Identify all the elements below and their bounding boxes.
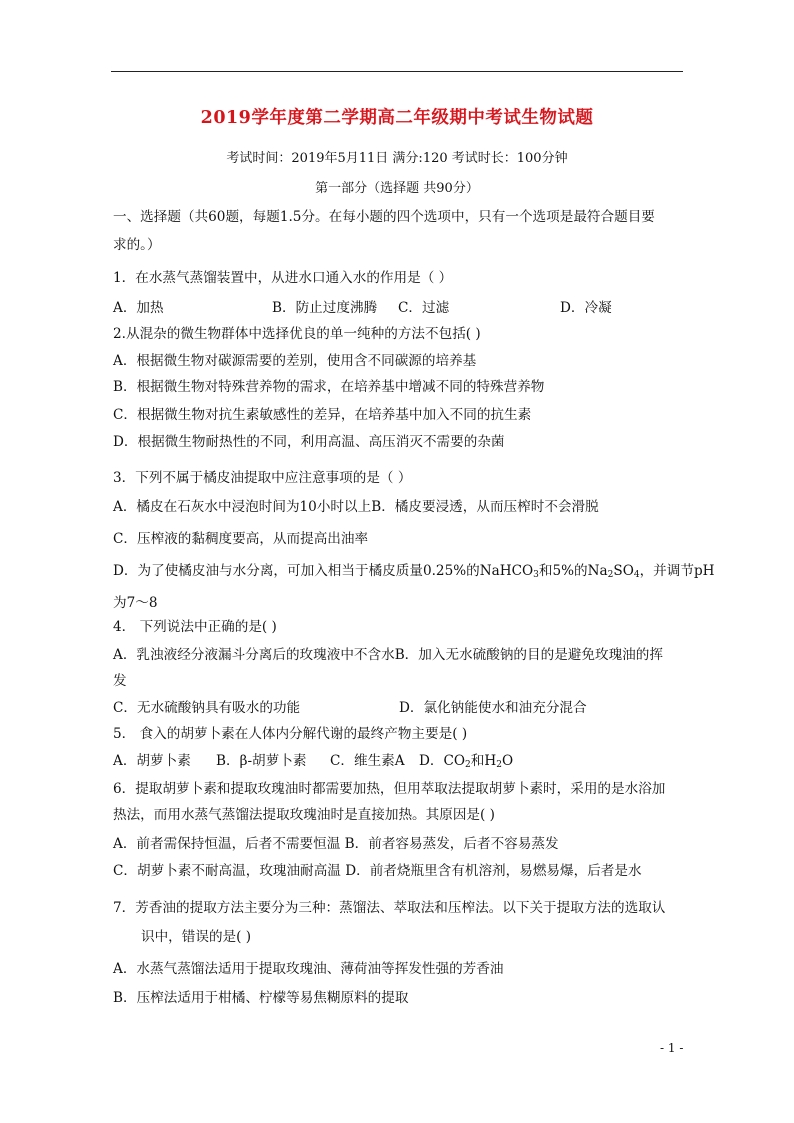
question-3-option-d-text: D．为了使橘皮油与水分离，可加入相当于橘皮质量0.25%的NaHCO — [113, 563, 534, 579]
question-4-option-c: C．无水硫酸钠具有吸水的功能 — [113, 700, 301, 716]
question-5-option-d-text: 和H — [470, 753, 497, 769]
question-5-option-c: C．维生素A — [330, 753, 405, 769]
question-4-option-d: D．氯化钠能使水和油充分混合 — [399, 700, 587, 716]
instructions-line-1: 一、选择题（共60题，每题1.5分。在每小题的四个选项中，只有一个选项是最符合题目要 — [113, 209, 655, 225]
question-1-option-d: D．冷凝 — [560, 300, 612, 316]
question-5-option-d-text: O — [501, 753, 514, 769]
question-7-option-a: A．水蒸气蒸馏法适用于提取玫瑰油、薄荷油等挥发性强的芳香油 — [113, 961, 504, 977]
subscript: 2 — [496, 760, 502, 770]
header-rule — [111, 71, 683, 72]
question-6-options-cd: C．胡萝卜素不耐高温，玫瑰油耐高温 D．前者烧瓶里含有机溶剂，易燃易爆，后者是水 — [113, 863, 642, 879]
exam-info: 考试时间：2019年5月11日 满分:120 考试时长：100分钟 — [226, 151, 568, 166]
question-3-option-c: C．压榨液的黏稠度要高，从而提高出油率 — [113, 531, 369, 547]
question-7-stem-line-1: 7．芳香油的提取方法主要分为三种：蒸馏法、萃取法和压榨法。以下关于提取方法的选取认 — [113, 900, 666, 916]
question-6-stem-line-1: 6．提取胡萝卜素和提取玫瑰油时都需要加热，但用萃取法提取胡萝卜素时，采用的是水浴加 — [113, 781, 666, 797]
question-1-stem: 1．在水蒸气蒸馏装置中，从进水口通入水的作用是（ ） — [113, 270, 453, 286]
question-3-option-d-text: ，并调节pH — [639, 563, 715, 579]
question-3-stem: 3．下列不属于橘皮油提取中应注意事项的是（ ） — [113, 470, 412, 486]
subscript: 3 — [533, 570, 539, 580]
question-1-option-c: C．过滤 — [398, 300, 450, 316]
question-5-option-a: A．胡萝卜素 — [113, 753, 191, 769]
question-2-option-d: D．根据微生物耐热性的不同，利用高温、高压消灭不需要的杂菌 — [113, 434, 505, 450]
question-4-options-ab-continued: 发 — [113, 673, 127, 689]
subscript: 4 — [633, 570, 640, 580]
question-5-option-b: B．β-胡萝卜素 — [216, 753, 307, 769]
question-3-option-d-continued: 为7～8 — [113, 595, 158, 611]
question-6-stem-line-2: 热法，而用水蒸气蒸馏法提取玫瑰油时是直接加热。其原因是( ) — [113, 807, 495, 823]
part-heading: 第一部分（选择题 共90分） — [315, 181, 479, 196]
question-5-stem: 5． 食入的胡萝卜素在人体内分解代谢的最终产物主要是( ) — [113, 726, 468, 742]
question-1-option-b: B．防止过度沸腾 — [272, 300, 378, 316]
question-1-option-a: A．加热 — [113, 300, 164, 316]
question-2-option-b: B．根据微生物对特殊营养物的需求，在培养基中增减不同的特殊营养物 — [113, 379, 545, 395]
question-3-option-d-text: SO — [613, 563, 634, 579]
question-4-stem: 4． 下列说法中正确的是( ) — [113, 619, 277, 635]
exam-title: 2019学年度第二学期高二年级期中考试生物试题 — [200, 108, 594, 128]
question-5-option-d — [419, 751, 513, 771]
subscript: 2 — [607, 570, 614, 580]
question-2-stem: 2.从混杂的微生物群体中选择优良的单一纯种的方法不包括( ) — [113, 326, 481, 342]
instructions-line-2: 求的。） — [113, 237, 161, 253]
question-4-options-ab: A．乳浊液经分液漏斗分离后的玫瑰液中不含水B．加入无水硫酸钠的目的是避免玫瑰油的挥 — [113, 647, 663, 663]
question-2-option-c: C．根据微生物对抗生素敏感性的差异，在培养基中加入不同的抗生素 — [113, 407, 532, 423]
question-6-options-ab: A．前者需保持恒温，后者不需要恒温 B．前者容易蒸发，后者不容易蒸发 — [113, 836, 559, 852]
question-3-option-d — [113, 561, 715, 581]
question-7-stem-line-2: 识中，错误的是( ) — [141, 929, 252, 945]
question-3-option-d-text: 和5%的Na — [538, 563, 608, 579]
subscript: 2 — [465, 760, 471, 770]
question-2-option-a: A．根据微生物对碳源需要的差别，使用含不同碳源的培养基 — [113, 353, 477, 369]
question-3-options-ab: A．橘皮在石灰水中浸泡时间为10小时以上B．橘皮要浸透，从而压榨时不会滑脱 — [113, 499, 599, 515]
page-number: - 1 - — [660, 1041, 684, 1055]
question-7-option-b: B．压榨法适用于柑橘、柠檬等易焦糊原料的提取 — [113, 990, 409, 1006]
question-5-option-d-text: D．CO — [419, 753, 466, 769]
